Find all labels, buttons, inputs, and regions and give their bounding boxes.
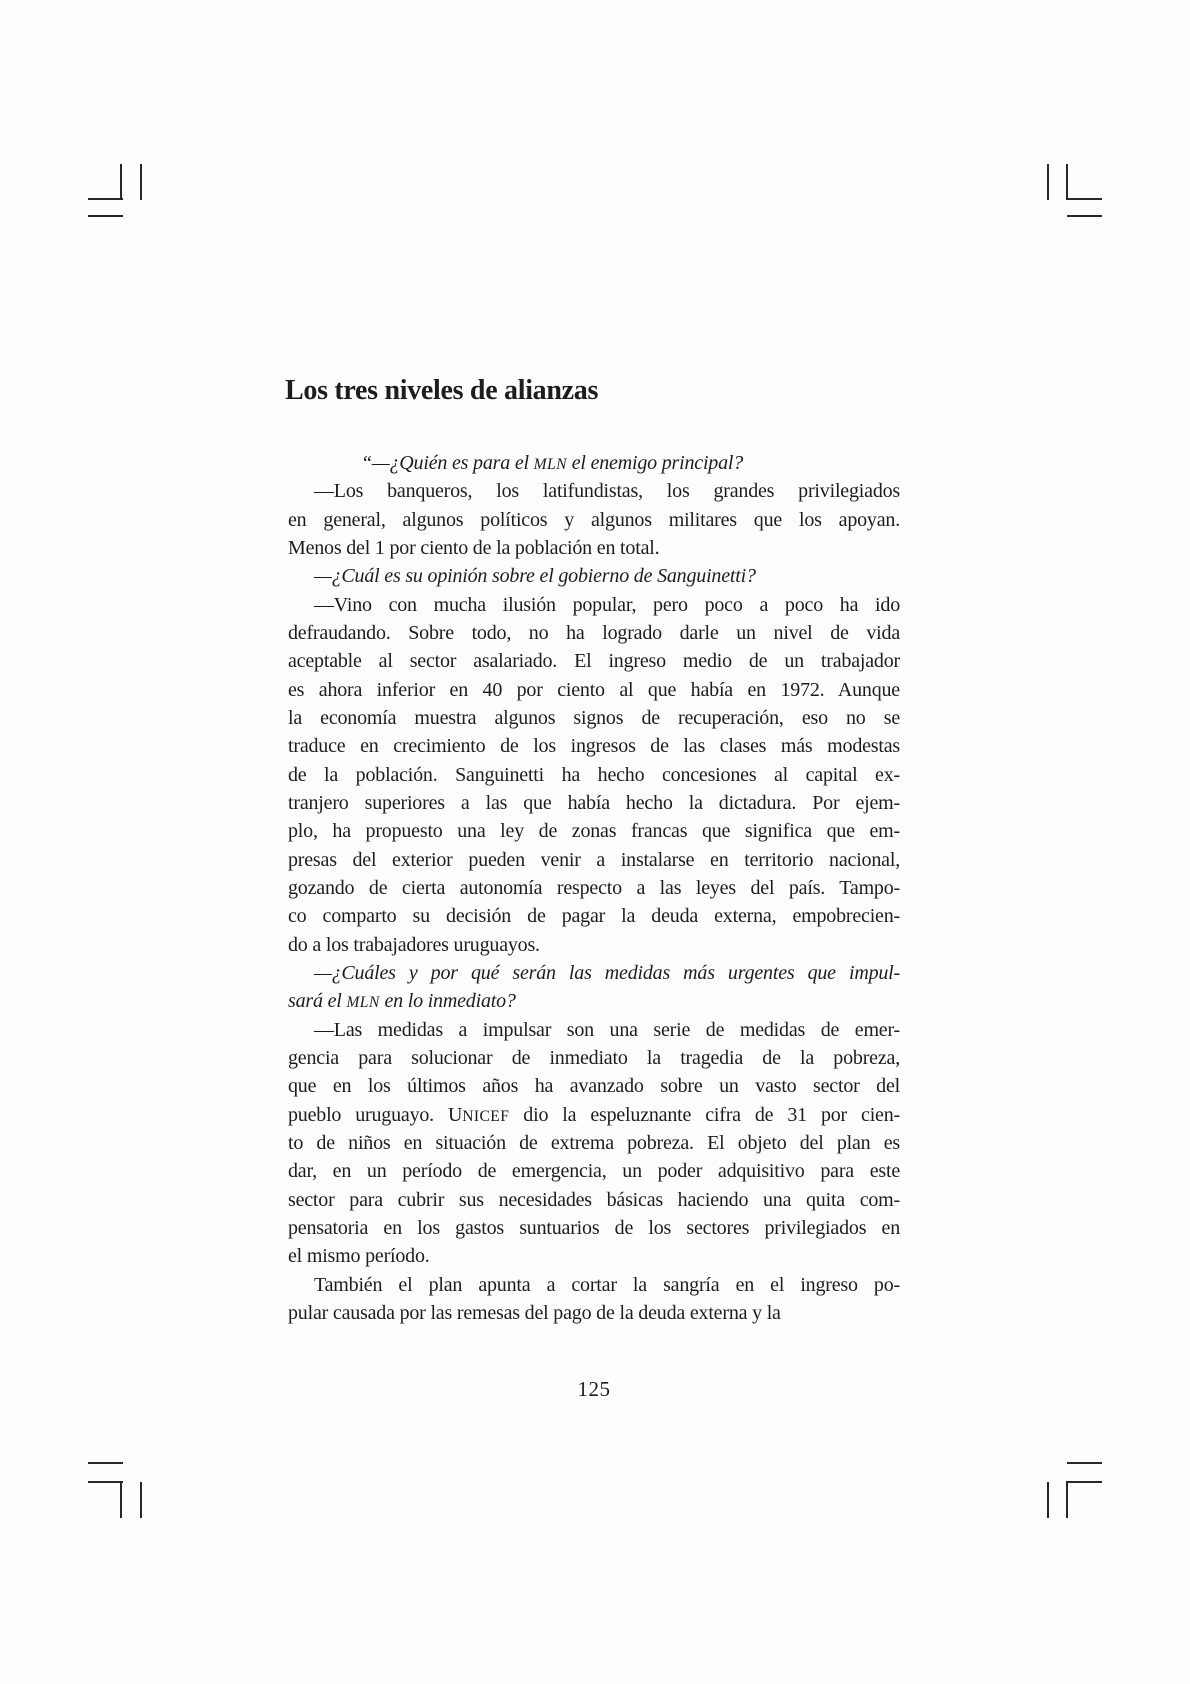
text-line bbox=[288, 732, 900, 760]
text-run: el enemigo principal? bbox=[566, 452, 744, 474]
text-line bbox=[288, 1129, 900, 1157]
trim-mark-icon bbox=[140, 1482, 142, 1518]
text-line bbox=[288, 789, 900, 817]
trim-mark-icon bbox=[1066, 1481, 1068, 1518]
text-run: gozando de cierta autonomía respecto a las leyes del país. Tampo- bbox=[288, 876, 900, 899]
text-run: to de niños en situación de extrema pobreza. El objeto del plan es bbox=[288, 1131, 900, 1154]
text-run: tranjero superiores a las que había hecho la dictadura. Por ejem- bbox=[288, 791, 900, 814]
text-run: que en los últimos años ha avanzado sobre un vasto sector del bbox=[288, 1075, 900, 1098]
text-line bbox=[288, 1242, 900, 1270]
text-run: en lo inmediato? bbox=[379, 990, 516, 1013]
text-line bbox=[288, 817, 900, 845]
text-line bbox=[288, 1016, 900, 1044]
text-run: defraudando. Sobre todo, no ha logrado darle un nivel de vida bbox=[288, 621, 900, 644]
text-line bbox=[288, 647, 900, 675]
trim-mark-icon bbox=[1066, 164, 1068, 200]
text-run: pensatoria en los gastos suntuarios de los sectores privilegiados en bbox=[288, 1216, 900, 1239]
trim-mark-icon bbox=[1067, 1462, 1102, 1464]
text-line bbox=[288, 846, 900, 874]
text-run: en general, algunos políticos y algunos militares que los apoyan. bbox=[288, 508, 900, 531]
text-run: MLN bbox=[346, 994, 380, 1012]
text-line bbox=[288, 619, 900, 647]
text-run: gencia para solucionar de inmediato la tragedia de la pobreza, bbox=[288, 1046, 900, 1069]
text-run: dar, en un período de emergencia, un poder adquisitivo para este bbox=[288, 1160, 900, 1183]
text-run: es ahora inferior en 40 por ciento al que había en 1972. Aunque bbox=[288, 678, 900, 701]
text-run: “—¿Quién es para el bbox=[361, 452, 534, 474]
text-line bbox=[288, 477, 900, 505]
trim-mark-icon bbox=[1067, 215, 1102, 217]
body-text bbox=[288, 449, 900, 1327]
text-line bbox=[288, 704, 900, 732]
text-run: —¿Cuáles y por qué serán las medidas más urgentes que impul- bbox=[314, 961, 900, 984]
text-line bbox=[288, 1157, 900, 1185]
text-line bbox=[288, 591, 900, 619]
trim-mark-icon bbox=[1047, 1482, 1049, 1518]
trim-mark-icon bbox=[88, 215, 123, 217]
text-line bbox=[288, 959, 900, 987]
text-line bbox=[288, 931, 900, 959]
text-line bbox=[288, 1101, 900, 1129]
text-line bbox=[288, 902, 900, 930]
text-run: co comparto su decisión de pagar la deuda externa, empobrecien- bbox=[288, 905, 900, 928]
text-run: dio la espeluznante cifra de 31 por cien- bbox=[509, 1103, 900, 1126]
text-run: sará el bbox=[288, 990, 347, 1013]
text-run: la economía muestra algunos signos de recuperación, eso no se bbox=[288, 706, 900, 729]
text-run: MLN bbox=[533, 456, 567, 473]
text-run: NICEF bbox=[462, 1107, 510, 1125]
text-run: do a los trabajadores uruguayos. bbox=[288, 933, 540, 956]
text-line bbox=[288, 1072, 900, 1100]
text-run: el mismo período. bbox=[288, 1245, 430, 1268]
text-line bbox=[288, 874, 900, 902]
text-run: pular causada por las remesas del pago de la deuda externa y la bbox=[288, 1301, 781, 1324]
text-line bbox=[288, 506, 900, 534]
text-run: aceptable al sector asalariado. El ingreso medio de un trabajador bbox=[288, 650, 900, 673]
text-run: —¿Cuál es su opinión sobre el gobierno de Sanguinetti? bbox=[314, 565, 756, 588]
text-run: de la población. Sanguinetti ha hecho concesiones al capital ex- bbox=[288, 763, 900, 786]
trim-mark-icon bbox=[1047, 164, 1049, 200]
trim-mark-icon bbox=[88, 1462, 123, 1464]
text-run: —Vino con mucha ilusión popular, pero poco a poco ha ido bbox=[314, 593, 900, 616]
text-run: Menos del 1 por ciento de la población en total. bbox=[288, 536, 660, 559]
text-run: traduce en crecimiento de los ingresos de las clases más modestas bbox=[288, 735, 900, 758]
text-line bbox=[288, 1271, 900, 1299]
text-line bbox=[288, 761, 900, 789]
text-run: pueblo uruguayo. U bbox=[288, 1103, 463, 1126]
text-run: También el plan apunta a cortar la sangría en el ingreso po- bbox=[314, 1273, 900, 1296]
text-line bbox=[288, 1186, 900, 1214]
page-number: 125 bbox=[577, 1377, 611, 1401]
trim-mark-icon bbox=[88, 1481, 123, 1483]
text-run: presas del exterior pueden venir a instalarse en territorio nacional, bbox=[288, 848, 900, 871]
trim-mark-icon bbox=[1067, 1481, 1102, 1483]
text-run: —Los banqueros, los latifundistas, los grandes privilegiados bbox=[314, 480, 900, 503]
text-line bbox=[288, 676, 900, 704]
text-run: plo, ha propuesto una ley de zonas francas que significa que em- bbox=[288, 820, 900, 843]
trim-mark-icon bbox=[88, 198, 123, 200]
text-line bbox=[288, 1214, 900, 1242]
chapter-title: Los tres niveles de alianzas bbox=[285, 374, 599, 406]
trim-mark-icon bbox=[140, 164, 142, 200]
trim-mark-icon bbox=[120, 1481, 122, 1518]
text-line bbox=[288, 534, 900, 562]
text-line bbox=[288, 562, 900, 590]
trim-mark-icon bbox=[120, 164, 122, 200]
text-run: sector para cubrir sus necesidades básicas haciendo una quita com- bbox=[288, 1188, 900, 1211]
text-line bbox=[288, 1044, 900, 1072]
trim-mark-icon bbox=[1067, 198, 1102, 200]
text-run: —Las medidas a impulsar son una serie de medidas de emer- bbox=[314, 1018, 900, 1041]
text-line bbox=[288, 987, 900, 1015]
text-line bbox=[288, 449, 900, 477]
text-line bbox=[288, 1299, 900, 1327]
